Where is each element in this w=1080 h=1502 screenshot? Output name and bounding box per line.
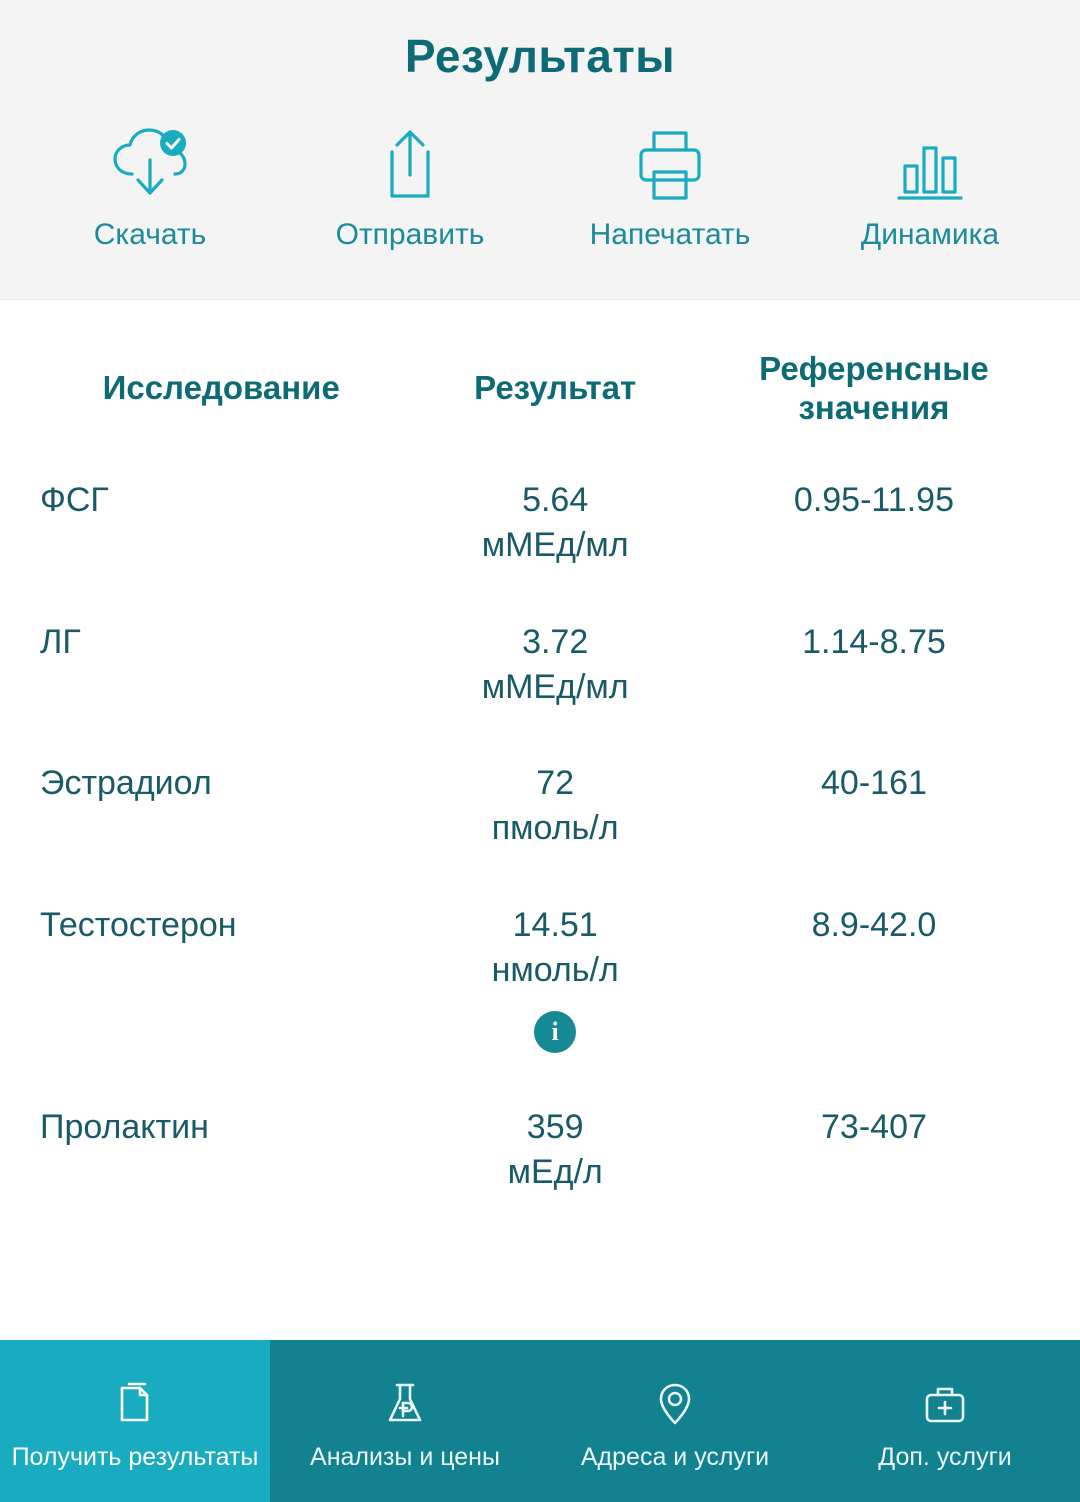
row-reference: 1.14-8.75 [802, 622, 946, 661]
action-send[interactable] [292, 126, 528, 252]
nav-item-tests-prices[interactable] [270, 1340, 540, 1502]
results-table-container [0, 300, 1080, 1502]
nav-item-addresses-services[interactable] [540, 1340, 810, 1502]
row-study-name: ЛГ [40, 622, 81, 661]
row-result-unit: нмоль/л [491, 951, 619, 989]
header [0, 0, 1080, 112]
row-study-name: Эстрадиол [40, 764, 212, 803]
row-study-name: Тестостерон [40, 906, 237, 945]
row-reference: 0.95-11.95 [793, 480, 954, 519]
row-spacer [34, 867, 1046, 885]
action-download-label: Скачать [93, 218, 207, 251]
action-print[interactable] [552, 126, 788, 252]
nav-item-get-results[interactable] [0, 1340, 270, 1502]
bar-chart-icon [887, 126, 973, 204]
table-row [34, 885, 1046, 1069]
cloud-download-icon [107, 126, 193, 204]
map-pin-icon [647, 1377, 703, 1433]
share-upload-icon [367, 126, 453, 204]
row-result [408, 602, 701, 726]
row-study-name: Пролактин [40, 1107, 209, 1146]
bottom-navigation [0, 1340, 1080, 1502]
medical-case-icon [917, 1377, 973, 1433]
flask-ruble-icon [377, 1377, 433, 1433]
table-row [34, 1087, 1046, 1211]
table-row [34, 743, 1046, 867]
row-result [408, 460, 701, 584]
action-print-label: Напечатать [589, 218, 751, 251]
nav-label-extra-services: Доп. услуги [878, 1442, 1012, 1471]
nav-label-get-results: Получить результаты [11, 1442, 259, 1471]
table-header-row [34, 300, 1046, 460]
info-icon[interactable]: i [534, 1011, 576, 1053]
row-result-value: 14.51 [512, 906, 598, 945]
row-spacer [34, 584, 1046, 602]
row-result-unit: мЕд/л [507, 1152, 603, 1191]
row-result [408, 1087, 701, 1211]
column-header-result: Результат [474, 369, 637, 407]
row-spacer [34, 1069, 1046, 1087]
action-send-label: Отправить [335, 218, 485, 251]
column-header-reference: Референсные значения [759, 350, 989, 426]
action-bar [0, 112, 1080, 300]
page-title: Результаты [404, 30, 676, 82]
nav-item-extra-services[interactable] [810, 1340, 1080, 1502]
row-spacer [34, 725, 1046, 743]
nav-label-tests-prices: Анализы и цены [310, 1442, 500, 1471]
row-reference: 40-161 [821, 764, 927, 803]
row-result-value: 5.64 [522, 480, 589, 519]
documents-icon [107, 1377, 163, 1433]
row-study-name: ФСГ [40, 480, 109, 519]
row-result-value: 359 [526, 1107, 584, 1146]
table-row [34, 460, 1046, 584]
row-reference: 73-407 [821, 1107, 927, 1146]
row-result-value: 3.72 [522, 622, 589, 661]
results-table [34, 300, 1046, 1211]
printer-icon [627, 126, 713, 204]
table-row [34, 602, 1046, 726]
action-download[interactable] [32, 126, 268, 252]
row-result [408, 885, 701, 1069]
row-reference: 8.9-42.0 [811, 906, 937, 945]
row-result-value: 72 [536, 764, 575, 803]
row-result-unit: мМЕд/мл [481, 667, 629, 706]
nav-label-addresses-services: Адреса и услуги [580, 1442, 770, 1471]
action-dynamics[interactable] [812, 126, 1048, 252]
row-result [408, 743, 701, 867]
column-header-study: Исследование [102, 369, 340, 407]
row-result-unit: пмоль/л [491, 809, 619, 848]
action-dynamics-label: Динамика [860, 218, 1000, 251]
row-result-unit: мМЕд/мл [481, 525, 629, 564]
